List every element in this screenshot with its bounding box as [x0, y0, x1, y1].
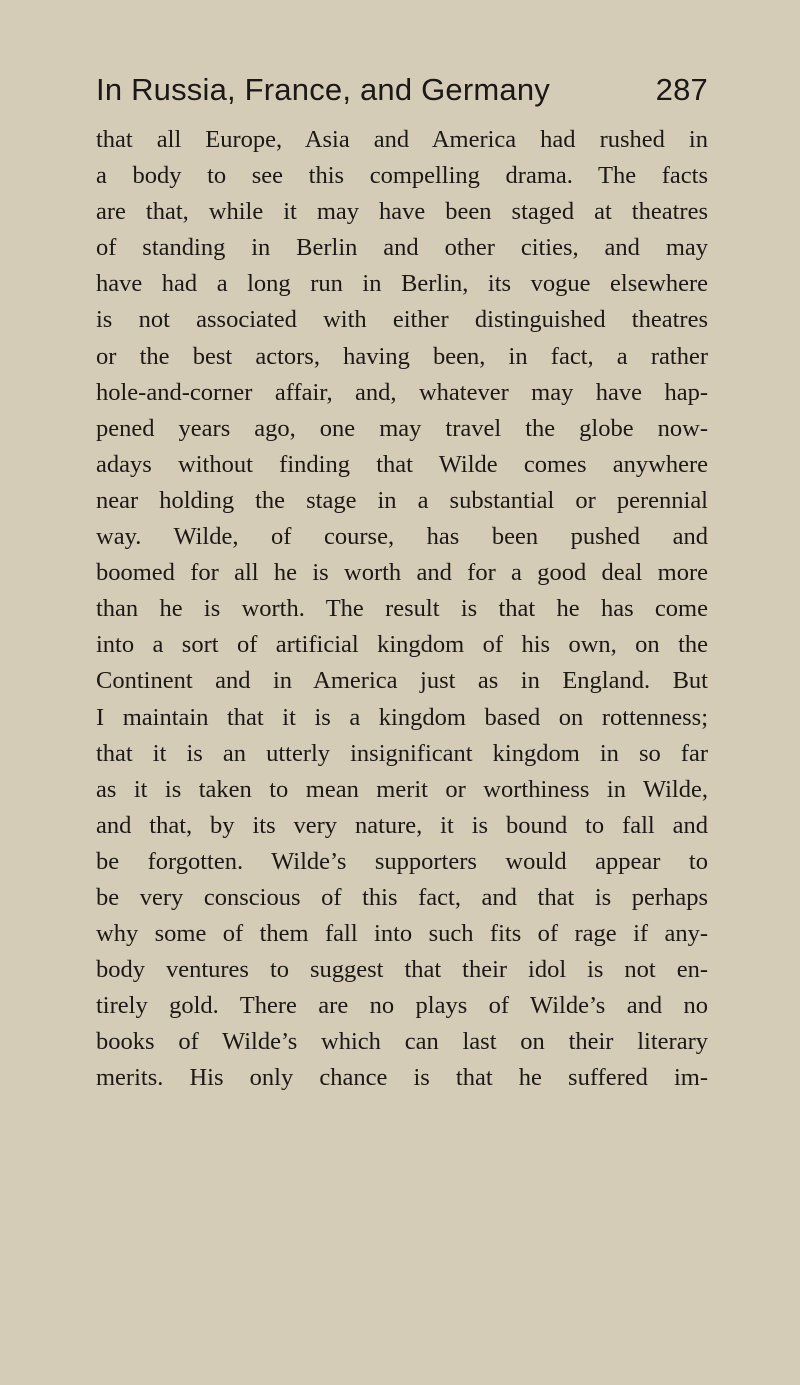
text-line: be forgotten. Wilde’s supporters would appear to: [96, 847, 708, 875]
text-line: is not associated with either distinguished theatres: [96, 306, 708, 334]
text-line: Continent and in America just as in England. But: [96, 667, 708, 695]
text-line: I maintain that it is a kingdom based on rottenness;: [96, 703, 708, 731]
text-line: a body to see this compelling drama. The facts: [96, 162, 708, 190]
text-line: books of Wilde’s which can last on their literary: [96, 1028, 708, 1056]
text-line: hole-and-corner affair, and, whatever may have hap-: [96, 378, 708, 406]
text-line: way. Wilde, of course, has been pushed and: [96, 523, 708, 551]
text-line: as it is taken to mean merit or worthiness in Wilde,: [96, 775, 708, 803]
text-line: pened years ago, one may travel the globe now-: [96, 414, 708, 442]
text-line: near holding the stage in a substantial or perennial: [96, 486, 708, 514]
text-line: that all Europe, Asia and America had rushed in: [96, 126, 708, 153]
text-line: be very conscious of this fact, and that is perhaps: [96, 883, 708, 911]
text-line: than he is worth. The result is that he has come: [96, 595, 708, 623]
text-line: into a sort of artificial kingdom of his own, on the: [96, 631, 708, 659]
text-line: body ventures to suggest that their idol is not en-: [96, 956, 708, 984]
text-line: adays without finding that Wilde comes anywhere: [96, 450, 708, 478]
text-line: or the best actors, having been, in fact, a rather: [96, 342, 708, 370]
text-line: tirely gold. There are no plays of Wilde’s and no: [96, 992, 708, 1020]
text-line: why some of them fall into such fits of rage if any-: [96, 920, 708, 948]
running-head: [96, 72, 708, 120]
text-line: boomed for all he is worth and for a good deal more: [96, 559, 708, 587]
page-number: 287: [655, 72, 708, 107]
running-head-title: In Russia, France, and Germany: [96, 72, 550, 107]
text-line: of standing in Berlin and other cities, and may: [96, 234, 708, 262]
text-line: merits. His only chance is that he suffered im-: [96, 1064, 708, 1092]
text-line: have had a long run in Berlin, its vogue elsewhere: [96, 270, 708, 298]
body-text: [96, 122, 708, 1097]
text-line: are that, while it may have been staged at theatres: [96, 198, 708, 226]
text-line: and that, by its very nature, it is bound to fall and: [96, 811, 708, 839]
text-line: that it is an utterly insignificant kingdom in so far: [96, 739, 708, 767]
